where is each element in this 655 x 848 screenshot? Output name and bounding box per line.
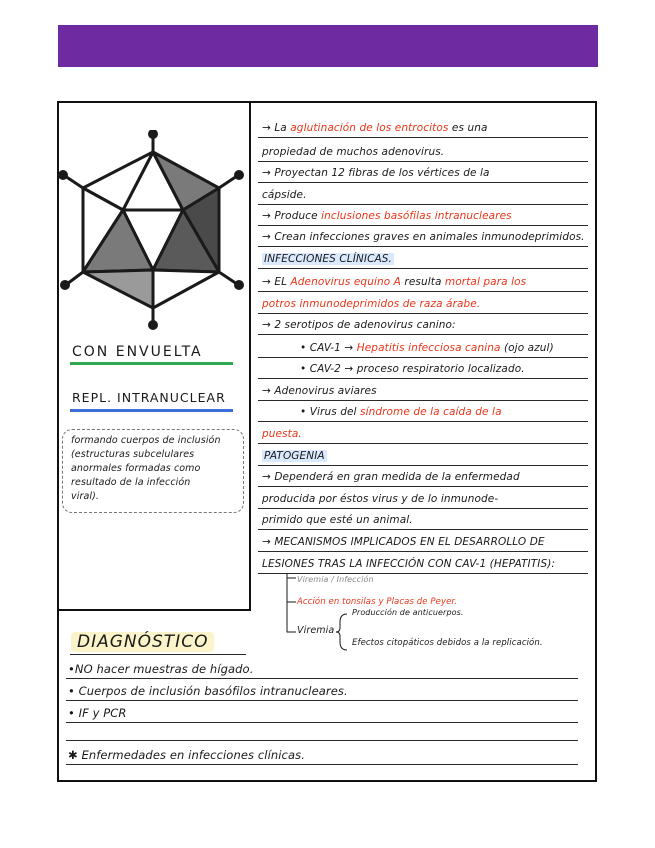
note-segment: primido que esté un animal. xyxy=(262,514,413,526)
note-line xyxy=(300,362,525,376)
note-segment: mortal para los xyxy=(444,276,527,288)
ruled-line xyxy=(258,400,588,401)
envelope-title: CON ENVUELTA xyxy=(72,344,203,360)
note-segment: (ojo azul) xyxy=(500,342,554,354)
ruled-line xyxy=(258,204,588,205)
note-segment: → 2 serotipos de adenovirus canino: xyxy=(262,319,456,331)
note-line xyxy=(262,230,585,244)
note-line xyxy=(262,145,444,159)
note-segment: → Crean infecciones graves en animales inmunodeprimidos. xyxy=(262,231,585,243)
note-segment: aglutinación de los entrocitos xyxy=(290,122,449,134)
note-segment: → MECANISMOS IMPLICADOS EN EL DESARROLLO DE xyxy=(262,536,545,548)
note-segment: → Proyectan 12 fibras de los vértices de la xyxy=(262,167,490,179)
ruled-line xyxy=(258,551,588,552)
note-segment: puesta. xyxy=(262,428,302,440)
note-line xyxy=(262,492,498,506)
note-segment: • CAV-1 → xyxy=(300,342,357,354)
note-line xyxy=(262,166,490,180)
diagnosis-item: •NO hacer muestras de hígado. xyxy=(68,662,254,676)
note-line xyxy=(262,449,327,463)
diagnosis-item: • IF y PCR xyxy=(68,706,127,720)
header-banner xyxy=(58,25,598,67)
ruled-line xyxy=(258,508,588,509)
note-segment: síndrome de la caída de la xyxy=(360,406,502,418)
note-line xyxy=(300,341,554,355)
tree-branch-1: Viremia / Infección xyxy=(297,575,374,584)
envelope-underline xyxy=(70,362,233,365)
ruled-line xyxy=(258,225,588,226)
tree-branch-2: Acción en tonsilas y Placas de Peyer. xyxy=(297,597,458,607)
ruled-line xyxy=(66,764,578,765)
ruled-line xyxy=(258,378,588,379)
note-segment: → La xyxy=(262,122,291,134)
ruled-line xyxy=(66,740,578,741)
diagnosis-title-rule xyxy=(70,654,246,655)
note-segment: PATOGENIA xyxy=(264,450,325,462)
note-segment: resulta xyxy=(400,276,445,288)
note-segment: LESIONES TRAS LA INFECCIÓN CON CAV-1 (HEPATITIS): xyxy=(262,558,556,570)
note-segment: → Adenovirus aviares xyxy=(262,385,377,397)
tree-brace xyxy=(335,612,349,652)
note-line xyxy=(262,427,302,441)
note-segment: INFECCIONES CLÍNICAS. xyxy=(264,253,392,265)
diagnosis-item: ✱ Enfermedades en infecciones clínicas. xyxy=(68,748,305,762)
ruled-line xyxy=(258,443,588,444)
ruled-line xyxy=(258,486,588,487)
note-line xyxy=(262,318,456,332)
tree-branch-3b: Efectos citopáticos debidos a la replicación. xyxy=(352,638,543,648)
ruled-line xyxy=(258,357,588,358)
note-segment: Adenovirus equino A xyxy=(290,276,401,288)
ruled-line xyxy=(258,529,588,530)
ruled-line xyxy=(66,700,578,701)
ruled-line xyxy=(66,722,578,723)
ruled-line xyxy=(258,161,588,162)
ruled-line xyxy=(258,313,588,314)
note-segment: producida por éstos virus y de lo inmunode- xyxy=(262,493,499,505)
ruled-line xyxy=(258,421,588,422)
ruled-line xyxy=(258,291,588,292)
note-line xyxy=(262,513,413,527)
ruled-line xyxy=(258,334,588,335)
note-line xyxy=(262,297,480,311)
ruled-line xyxy=(258,182,588,183)
note-segment: propiedad de muchos adenovirus. xyxy=(262,146,445,158)
ruled-line xyxy=(258,268,588,269)
tree-branch-3-root: Viremia xyxy=(297,625,335,636)
adenovirus-icon xyxy=(55,130,250,330)
replication-underline xyxy=(70,409,233,412)
note-line xyxy=(262,275,526,289)
note-segment: → Produce xyxy=(262,210,322,222)
tree-branch-3a: Producción de anticuerpos. xyxy=(352,608,464,617)
note-line xyxy=(262,384,377,398)
note-segment: → Dependerá en gran medida de la enfermedad xyxy=(262,471,520,483)
note-line xyxy=(262,121,488,135)
ruled-line xyxy=(258,246,588,247)
diagnosis-item: • Cuerpos de inclusión basófilos intranucleares. xyxy=(68,684,348,698)
note-line xyxy=(262,188,307,202)
note-segment: Hepatitis infecciosa canina xyxy=(356,342,501,354)
note-segment: cápside. xyxy=(262,189,307,201)
note-line xyxy=(300,405,502,419)
note-segment: es una xyxy=(448,122,488,134)
note-segment: potros inmunodeprimidos de raza árabe. xyxy=(262,298,481,310)
inclusion-note: formando cuerpos de inclusión (estructuras subcelulares anormales formadas como resultado de la infección viral). xyxy=(62,429,244,513)
ruled-line xyxy=(66,678,578,679)
diagnosis-title: DIAGNÓSTICO xyxy=(71,632,214,652)
note-segment: • CAV-2 → proceso respiratorio localizado. xyxy=(300,363,525,375)
replication-title: REPL. INTRANUCLEAR xyxy=(72,390,226,405)
note-line xyxy=(262,209,512,223)
note-line xyxy=(262,535,545,549)
ruled-line xyxy=(258,137,588,138)
note-segment: → EL xyxy=(262,276,291,288)
note-line xyxy=(262,252,394,266)
note-segment: • Virus del xyxy=(300,406,360,418)
note-line xyxy=(262,557,555,571)
note-segment: inclusiones basófilas intranucleares xyxy=(321,210,512,222)
note-line xyxy=(262,470,520,484)
ruled-line xyxy=(258,465,588,466)
